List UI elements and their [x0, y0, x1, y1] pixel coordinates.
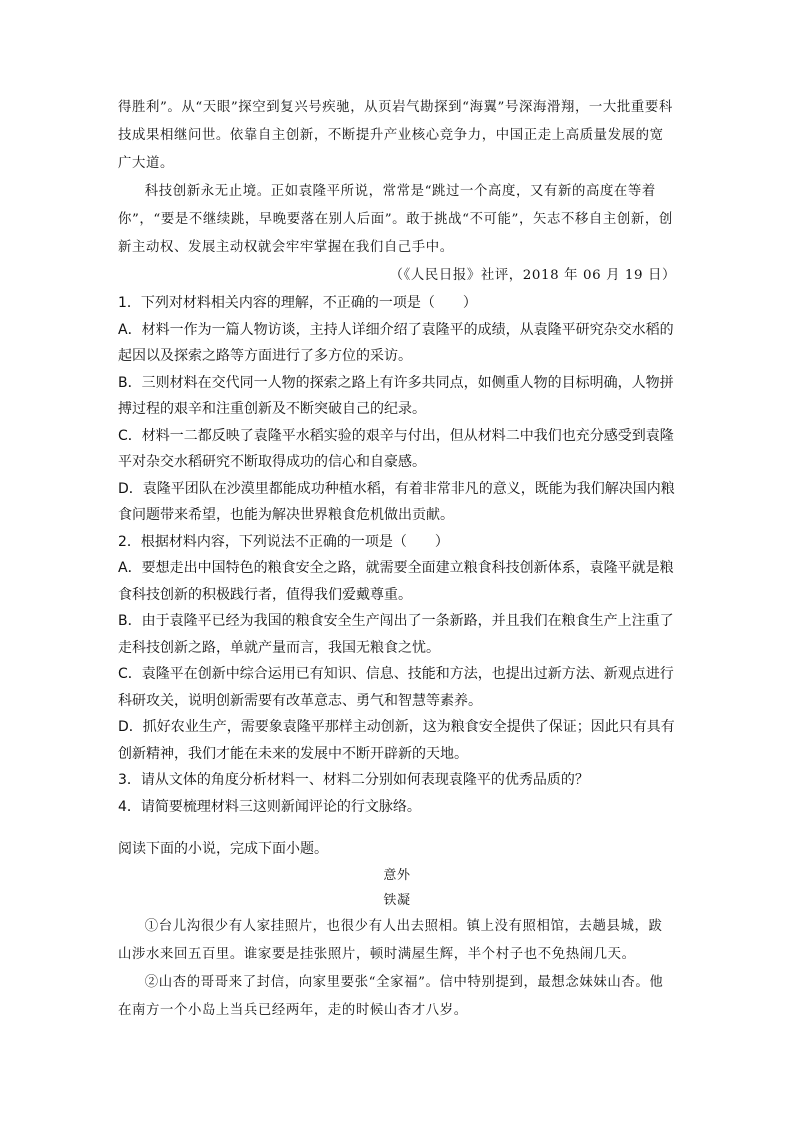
- question-1-option-d: D．袁隆平团队在沙漠里都能成功种植水稻，有着非常非凡的意义，既能为我们解决国内粮食问题带来希望，也能为解决世界粮食危机做出贡献。: [118, 480, 675, 523]
- passage-paragraph: 科技创新永无止境。正如袁隆平所说，常常是“跳过一个高度，又有新的高度在等着你”，“要是不继续跳，早晚要落在别人后面”。敢于挑战“不可能”，矢志不移自主创新，创新主动权、发展主动权就会牢牢掌握在我们自己手中。: [118, 184, 673, 255]
- question-1-option-c: C．材料一二都反映了袁隆平水稻实验的艰辛与付出，但从材料二中我们也充分感受到袁隆平对杂交水稻研究不断取得成功的信心和自豪感。: [118, 427, 674, 470]
- question-4: 4．请简要梳理材料三这则新闻评论的行文脉络。: [118, 798, 421, 815]
- story-title: 意外: [383, 867, 411, 883]
- question-2-option-d: D．抓好农业生产，需要象袁隆平那样主动创新，这为粮食安全提供了保证；因此只有具有创新精神，我们才能在未来的发展中不断开辟新的天地。: [118, 719, 675, 762]
- document-page: [118, 94, 676, 1025]
- story-author: 铁凝: [383, 892, 411, 908]
- questions-section: [118, 290, 676, 820]
- story-paragraph: ②山杏的哥哥来了封信，向家里要张“全家福”。信中特别提到，最想念妹妹山杏。他在南方一个小岛上当兵已经两年，走的时候山杏才八岁。: [118, 974, 664, 1018]
- story-section: [118, 836, 676, 1025]
- question-1-stem: 1．下列对材料相关内容的理解，不正确的一项是（ ）: [118, 295, 477, 311]
- question-3: 3．请从文体的角度分析材料一、材料二分别如何表现袁隆平的优秀品质的？: [118, 772, 589, 788]
- question-1-option-b: B．三则材料在交代同一人物的探索之路上有许多共同点，如侧重人物的目标明确，人物拼搏过程的艰辛和注重创新及不断突破自己的纪录。: [118, 374, 674, 417]
- story-intro: 阅读下面的小说，完成下面小题。: [118, 841, 328, 857]
- question-2-stem: 2．根据材料内容，下列说法不正确的一项是（ ）: [118, 533, 449, 550]
- section-gap: [118, 820, 676, 836]
- passage-material-three: [118, 94, 676, 290]
- question-2-option-c: C．袁隆平在创新中综合运用已有知识、信息、技能和方法，也提出过新方法、新观点进行科研攻关，说明创新需要有改革意志、勇气和智慧等素养。: [118, 666, 674, 709]
- source-citation: （《人民日报》社评，2018 年 06 月 19 日）: [389, 268, 676, 283]
- passage-paragraph: 得胜利”。从“天眼”探空到复兴号疾驰，从页岩气勘探到“海翼”号深海滑翔，一大批重要科技成果相继问世。依靠自主创新，不断提升产业核心竞争力，中国正走上高质量发展的宽广大道。: [118, 100, 673, 171]
- question-2-option-b: B．由于袁隆平已经为我国的粮食安全生产闯出了一条新路，并且我们在粮食生产上注重了走科技创新之路，单就产量而言，我国无粮食之忧。: [118, 613, 674, 656]
- question-1-option-a: A．材料一作为一篇人物访谈，主持人详细介绍了袁隆平的成绩，从袁隆平研究杂交水稻的起因以及探索之路等方面进行了多方位的采访。: [118, 321, 674, 364]
- story-paragraph: ①台儿沟很少有人家挂照片，也很少有人出去照相。镇上没有照相馆，去趟县城，跋山涉水来回五百里。谁家要是挂张照片，顿时满屋生辉，半个村子也不免热闹几天。: [118, 918, 663, 962]
- question-2-option-a: A．要想走出中国特色的粮食安全之路，就需要全面建立粮食科技创新体系，袁隆平就是粮食科技创新的积极践行者，值得我们爱戴尊重。: [118, 560, 674, 603]
